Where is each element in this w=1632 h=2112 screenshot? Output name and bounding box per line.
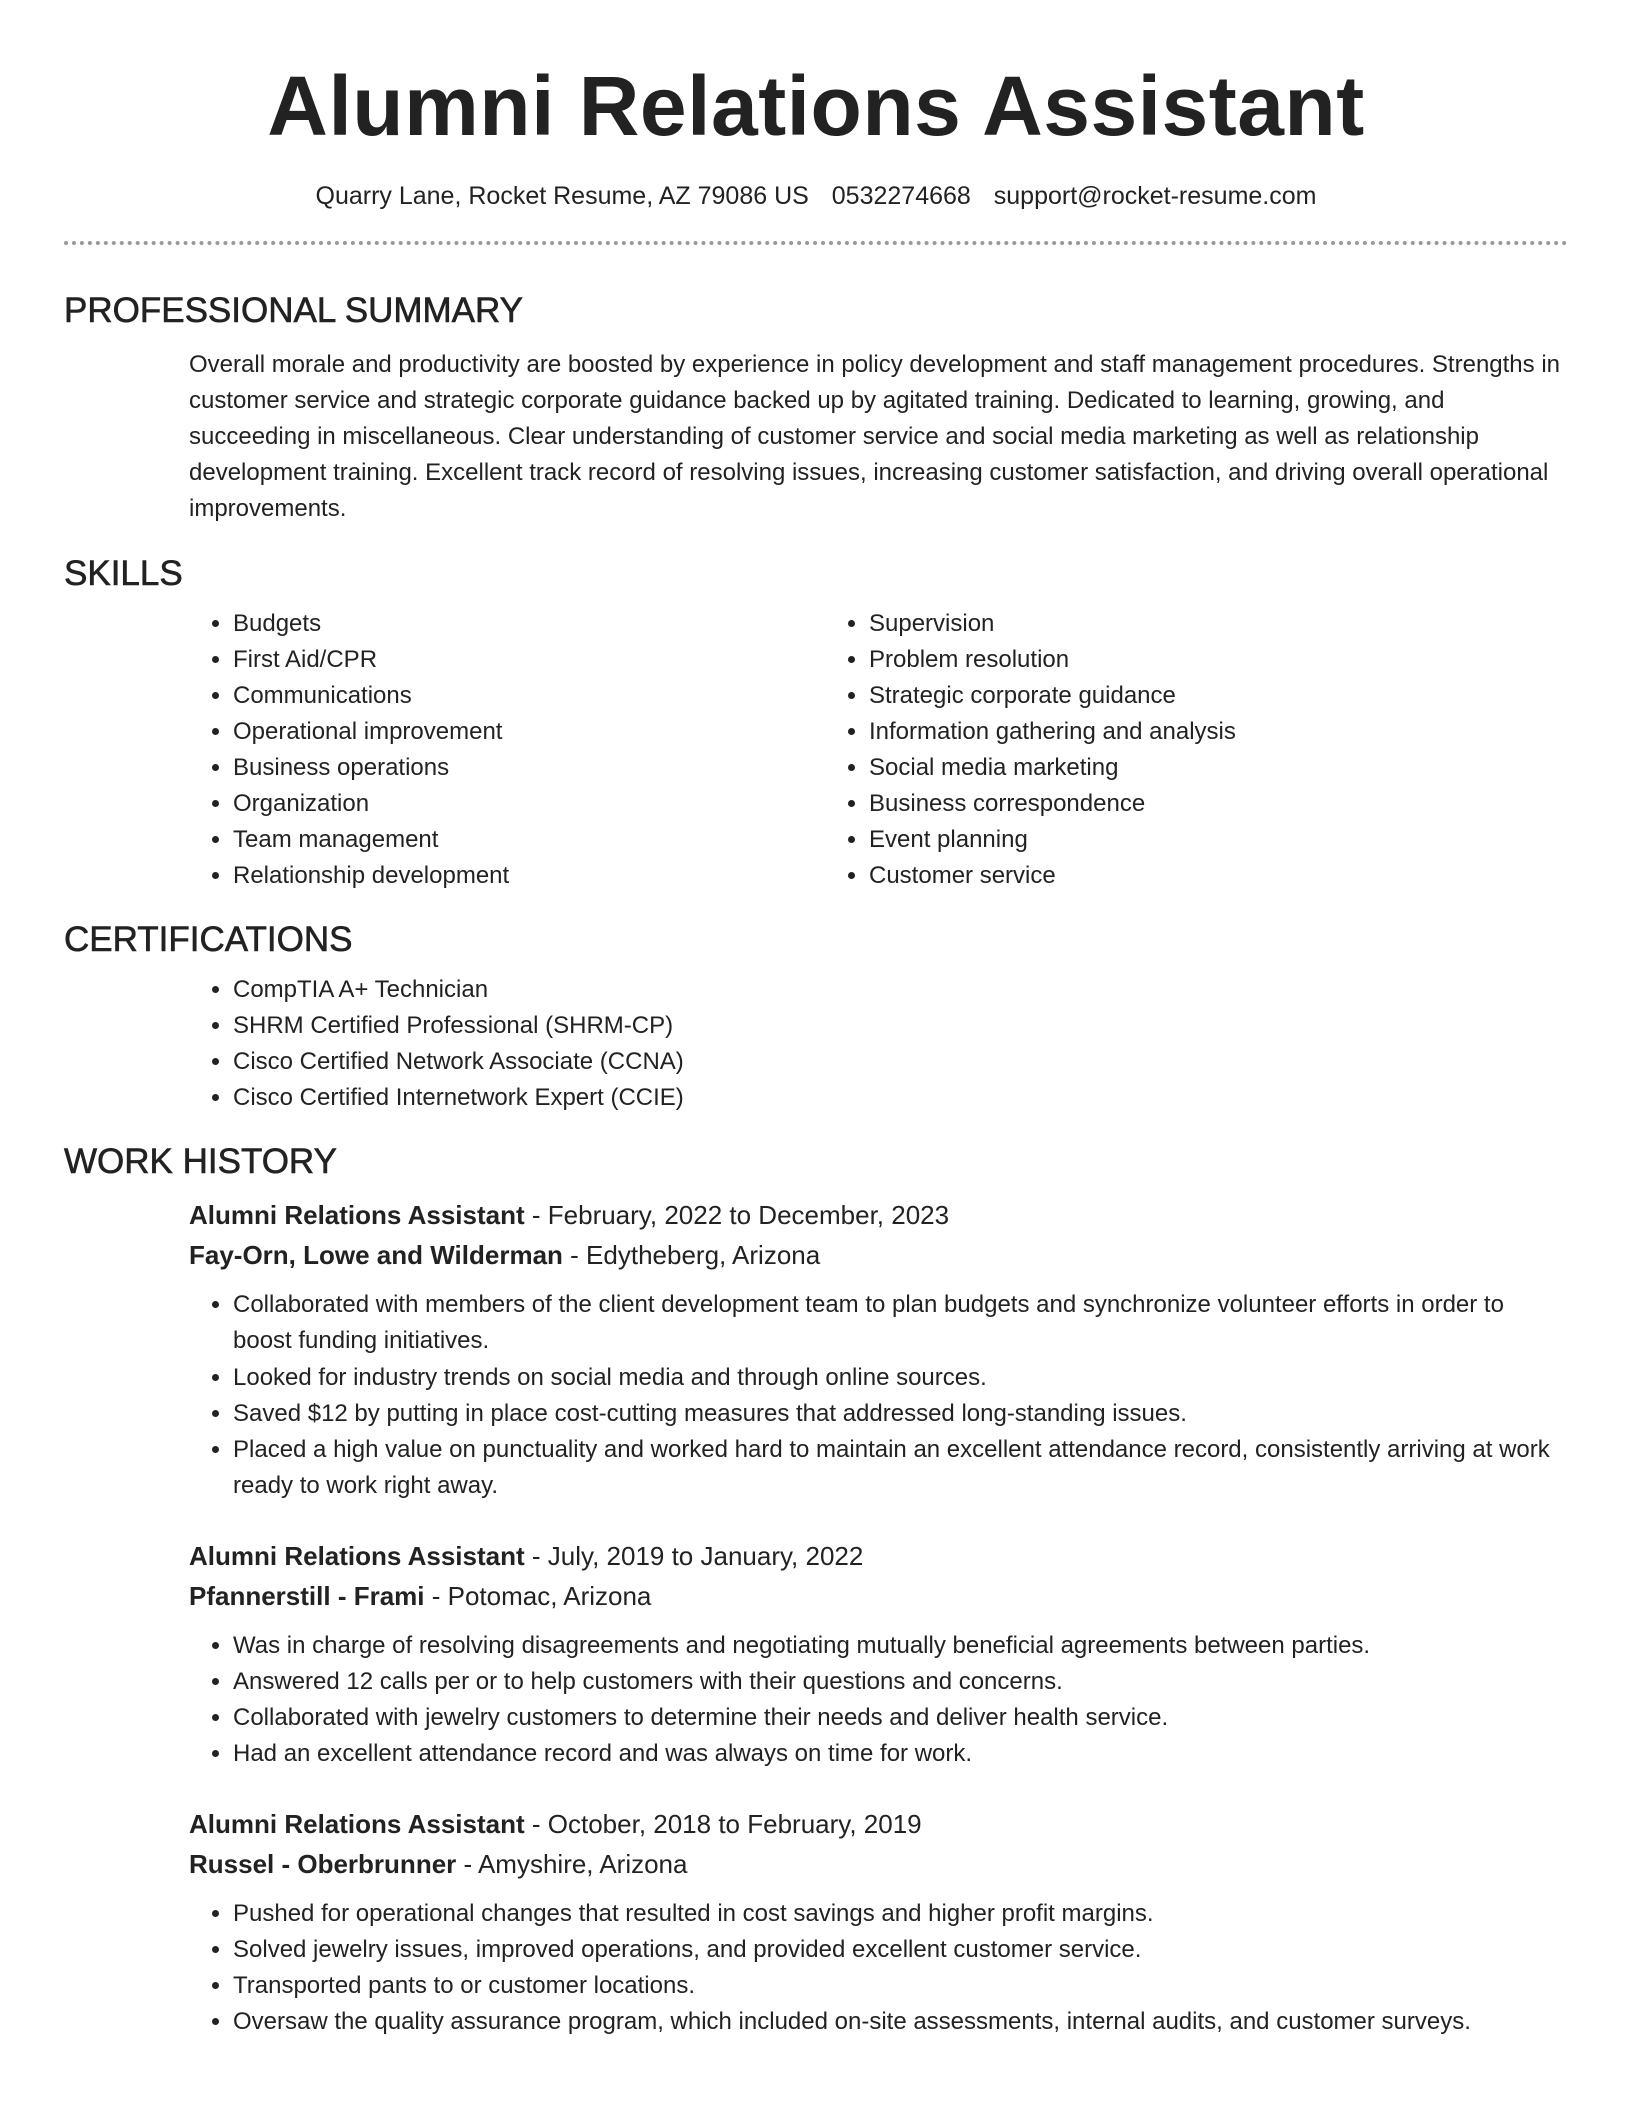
certification-item: • Cisco Certified Internetwork Expert (CCIE) bbox=[233, 1080, 1568, 1116]
job-bullet: • Had an excellent attendance record and was always on time for work. bbox=[233, 1736, 1568, 1772]
job-bullets bbox=[189, 1628, 1568, 1772]
certifications-section bbox=[64, 919, 1568, 1116]
skill-item: • Information gathering and analysis bbox=[869, 714, 1568, 750]
job-entry bbox=[189, 1536, 1568, 1772]
job-bullet: • Placed a high value on punctuality and worked hard to maintain an excellent attendance record, consistently arriving at work ready to work right away. bbox=[233, 1432, 1568, 1504]
certification-item: • SHRM Certified Professional (SHRM-CP) bbox=[233, 1008, 1568, 1044]
job-company: Fay-Orn, Lowe and Wilderman bbox=[189, 1240, 563, 1270]
skill-item: • Relationship development bbox=[233, 858, 825, 894]
skill-item: • Supervision bbox=[869, 606, 1568, 642]
skill-item: • Budgets bbox=[233, 606, 825, 642]
skill-item: • Operational improvement bbox=[233, 714, 825, 750]
job-bullet: • Was in charge of resolving disagreements and negotiating mutually beneficial agreements between parties. bbox=[233, 1628, 1568, 1664]
work-history-section bbox=[64, 1141, 1568, 2040]
job-bullet: • Oversaw the quality assurance program, which included on-site assessments, internal audits, and customer surveys. bbox=[233, 2004, 1568, 2040]
job-company-line bbox=[189, 1576, 1568, 1616]
candidate-name: Alumni Relations Assistant bbox=[267, 59, 1365, 153]
header-divider bbox=[64, 241, 1568, 245]
contact-email: support@rocket-resume.com bbox=[993, 182, 1317, 210]
job-location: Potomac, Arizona bbox=[447, 1581, 652, 1611]
job-separator: - bbox=[456, 1849, 478, 1879]
skill-item: • Team management bbox=[233, 822, 825, 858]
job-company-line bbox=[189, 1235, 1568, 1275]
job-entry bbox=[189, 1804, 1568, 2040]
job-separator: - bbox=[562, 1240, 587, 1270]
job-bullet: • Looked for industry trends on social media and through online sources. bbox=[233, 1360, 1568, 1396]
section-title-certifications: CERTIFICATIONS bbox=[64, 920, 353, 959]
job-title: Alumni Relations Assistant bbox=[189, 1200, 525, 1230]
professional-summary-section bbox=[64, 290, 1568, 527]
job-company-line bbox=[189, 1844, 1568, 1884]
job-bullet: • Answered 12 calls per or to help customers with their questions and concerns. bbox=[233, 1664, 1568, 1700]
job-bullet: • Collaborated with members of the client development team to plan budgets and synchronize volunteer efforts in order to boost funding initiatives. bbox=[233, 1287, 1568, 1359]
job-title-line bbox=[189, 1195, 1568, 1235]
job-dates: July, 2019 to January, 2022 bbox=[547, 1541, 864, 1571]
job-entry bbox=[189, 1195, 1568, 1504]
job-location: Amyshire, Arizona bbox=[477, 1849, 688, 1879]
job-company: Russel - Oberbrunner bbox=[189, 1849, 457, 1879]
contact-phone: 0532274668 bbox=[831, 182, 971, 210]
skill-item: • Organization bbox=[233, 786, 825, 822]
job-separator: - bbox=[524, 1200, 548, 1230]
job-dates: October, 2018 to February, 2019 bbox=[547, 1809, 922, 1839]
job-bullets bbox=[189, 1287, 1568, 1504]
section-title-work-history: WORK HISTORY bbox=[64, 1142, 337, 1181]
job-bullet: • Transported pants to or customer locations. bbox=[233, 1968, 1568, 2004]
skill-item: • Event planning bbox=[869, 822, 1568, 858]
job-bullets bbox=[189, 1896, 1568, 2040]
skill-item: • Customer service bbox=[869, 858, 1568, 894]
job-separator: - bbox=[424, 1581, 448, 1611]
job-separator: - bbox=[524, 1541, 548, 1571]
job-dates: February, 2022 to December, 2023 bbox=[547, 1200, 950, 1230]
section-title-skills: SKILLS bbox=[64, 554, 183, 593]
skills-column-left bbox=[189, 606, 825, 894]
skills-column-right bbox=[825, 606, 1568, 894]
contact-line bbox=[64, 180, 1568, 212]
job-title: Alumni Relations Assistant bbox=[189, 1541, 525, 1571]
certifications-list bbox=[189, 972, 1568, 1116]
skill-item: • Social media marketing bbox=[869, 750, 1568, 786]
skill-item: • Problem resolution bbox=[869, 642, 1568, 678]
job-title: Alumni Relations Assistant bbox=[189, 1809, 525, 1839]
job-location: Edytheberg, Arizona bbox=[586, 1240, 821, 1270]
skill-item: • Business correspondence bbox=[869, 786, 1568, 822]
job-title-line bbox=[189, 1536, 1568, 1576]
job-separator: - bbox=[524, 1809, 548, 1839]
job-bullet: • Collaborated with jewelry customers to determine their needs and deliver health service. bbox=[233, 1700, 1568, 1736]
job-bullet: • Saved $12 by putting in place cost-cutting measures that addressed long-standing issues. bbox=[233, 1396, 1568, 1432]
summary-text: Overall morale and productivity are boosted by experience in policy development and staff management procedures. Strengths in customer service and strategic corporate guidance backed up by agitated training. Dedicated to learning, growing, and succeeding in miscellaneous. Clear understanding of customer service and social media marketing as well as relationship development training. Excellent track record of resolving issues, increasing customer satisfaction, and driving overall operational improvements. bbox=[189, 351, 1560, 522]
job-title-line bbox=[189, 1804, 1568, 1844]
skills-grid bbox=[189, 606, 1568, 894]
job-bullet: • Pushed for operational changes that resulted in cost savings and higher profit margins. bbox=[233, 1896, 1568, 1932]
contact-address: Quarry Lane, Rocket Resume, AZ 79086 US bbox=[315, 182, 809, 210]
skill-item: • Strategic corporate guidance bbox=[869, 678, 1568, 714]
skill-item: • Business operations bbox=[233, 750, 825, 786]
job-bullet: • Solved jewelry issues, improved operations, and provided excellent customer service. bbox=[233, 1932, 1568, 1968]
job-company: Pfannerstill - Frami bbox=[189, 1581, 425, 1611]
skills-section bbox=[64, 553, 1568, 894]
skill-item: • Communications bbox=[233, 678, 825, 714]
certification-item: • CompTIA A+ Technician bbox=[233, 972, 1568, 1008]
section-title-summary: PROFESSIONAL SUMMARY bbox=[64, 291, 523, 330]
skill-item: • First Aid/CPR bbox=[233, 642, 825, 678]
certification-item: • Cisco Certified Network Associate (CCNA) bbox=[233, 1044, 1568, 1080]
